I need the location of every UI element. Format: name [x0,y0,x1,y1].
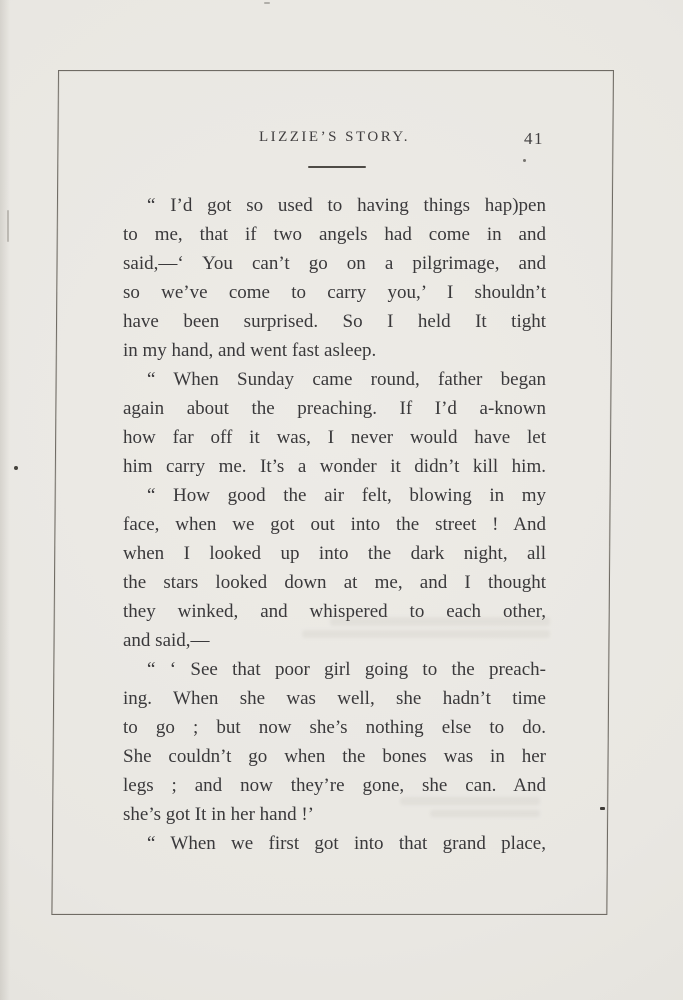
text-line: have been surprised. So I held It tight [123,311,546,332]
paragraph [123,481,546,655]
running-title: LIZZIE’S STORY. [258,129,411,145]
scan-speck [264,2,270,4]
text-line: she’s got It in her hand !’ [123,804,315,825]
text-line: “ When we first got into that grand place, [147,833,546,854]
text-block [123,191,546,858]
page-gutter-shadow [0,0,10,1000]
text-line: him carry me. It’s a wonder it didn’t kill him. [123,456,546,477]
text-line: “ ‘ See that poor girl going to the preach- [147,659,546,680]
text-line: how far off it was, I never would have let [123,427,546,448]
paragraph [123,191,546,365]
text-line: and said,— [123,630,210,651]
text-line: to me, that if two angels had come in and [123,224,546,245]
header-divider-rule [308,166,366,168]
text-line: “ When Sunday came round, father began [147,369,546,390]
text-line: face, when we got out into the street ! And [123,514,546,535]
paragraph [123,829,546,858]
scan-speck [600,807,605,810]
text-line: said,—‘ You can’t go on a pilgrimage, and [123,253,546,274]
showthrough-ghost [430,810,540,817]
text-line: in my hand, and went fast asleep. [123,340,377,361]
text-line: ing. When she was well, she hadn’t time [123,688,546,709]
page-number: 41 [524,129,544,148]
text-line: “ I’d got so used to having things hap)pen [147,195,546,216]
page-header [123,129,546,151]
text-line: the stars looked down at me, and I thought [123,572,546,593]
text-line: so we’ve come to carry you,’ I shouldn’t [123,282,546,303]
text-line: She couldn’t go when the bones was in her [123,746,546,767]
showthrough-ghost [302,630,550,638]
text-line: when I looked up into the dark night, all [123,543,546,564]
showthrough-ghost [400,797,540,805]
text-line: legs ; and now they’re gone, she can. And [123,775,546,796]
scan-speck [523,159,526,162]
showthrough-ghost [330,617,550,626]
scan-speck [14,466,18,470]
text-line: to go ; but now she’s nothing else to do. [123,717,546,738]
paragraph [123,365,546,481]
text-line: again about the preaching. If I’d a-known [123,398,546,419]
text-line: they winked, and whispered to each other, [123,601,546,622]
scan-edge-mark [7,210,9,242]
text-line: “ How good the air felt, blowing in my [147,485,546,506]
